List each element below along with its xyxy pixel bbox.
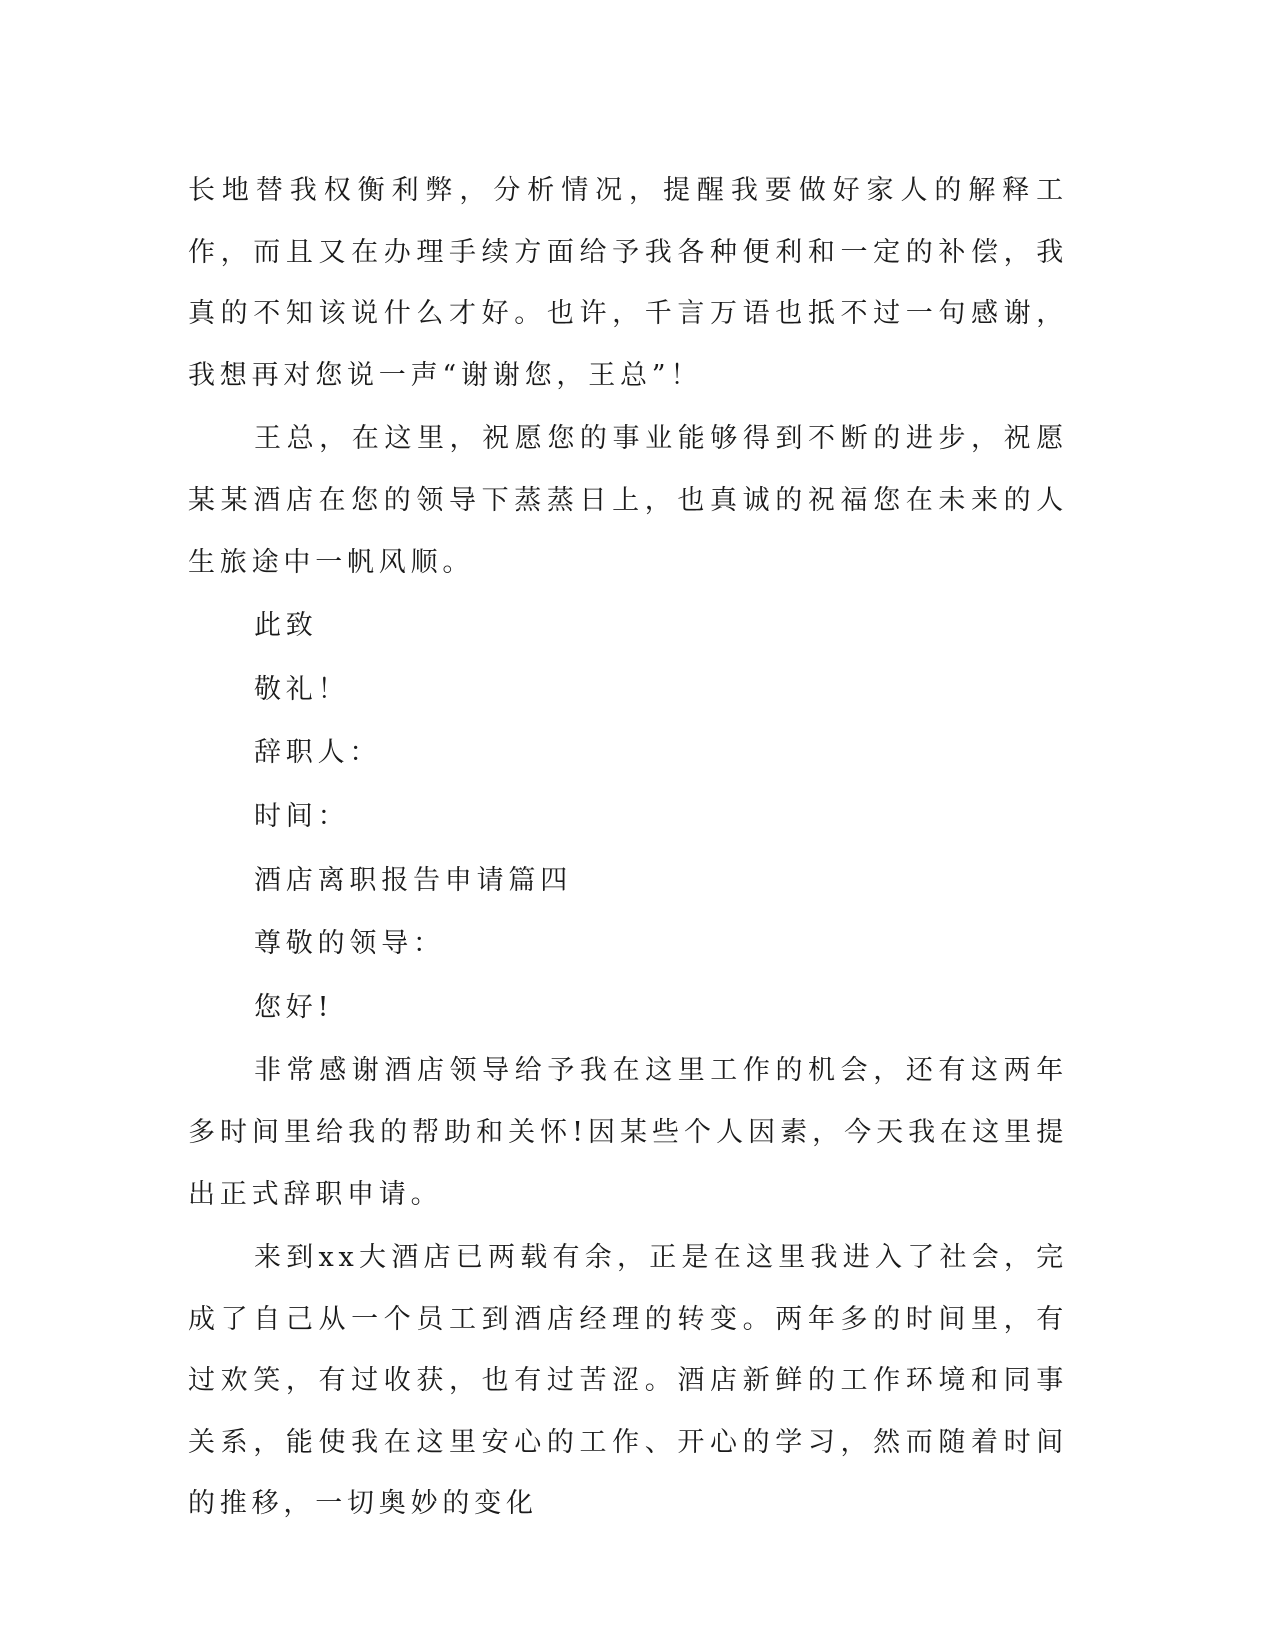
paragraph-experience: 来到xx大酒店已两载有余，正是在这里我进入了社会，完成了自己从一个员工到酒店经理的转变。两年多的时间里，有过欢笑，有过收获，也有过苦涩。酒店新鲜的工作环境和同事关系，能使我在这里安心的工作、开心的学习，然而随着时间的推移，一切奥妙的变化 [188, 1242, 1068, 1520]
document-body [188, 160, 1068, 1537]
paragraph-continuation: 长地替我权衡利弊，分析情况，提醒我要做好家人的解释工作，而且又在办理手续方面给予我各种便利和一定的补偿，我真的不知该说什么才好。也许，千言万语也抵不过一句感谢，我想再对您说一声“谢谢您，王总”！ [188, 175, 1068, 391]
signature-resigner: 辞职人： [254, 737, 382, 769]
signature-date: 时间： [254, 800, 350, 832]
section-heading: 酒店离职报告申请篇四 [254, 864, 572, 896]
closing-salutation: 此致 [254, 610, 318, 642]
paragraph-thanks: 非常感谢酒店领导给予我在这里工作的机会，还有这两年多时间里给我的帮助和关怀!因某些个人因素，今天我在这里提出正式辞职申请。 [188, 1055, 1068, 1210]
letter-hello: 您好! [254, 991, 334, 1023]
paragraph-wishes: 王总，在这里，祝愿您的事业能够得到不断的进步，祝愿某某酒店在您的领导下蒸蒸日上，也真诚的祝福您在未来的人生旅途中一帆风顺。 [188, 423, 1068, 578]
letter-greeting: 尊敬的领导： [254, 928, 445, 960]
closing-regards: 敬礼！ [254, 673, 350, 705]
